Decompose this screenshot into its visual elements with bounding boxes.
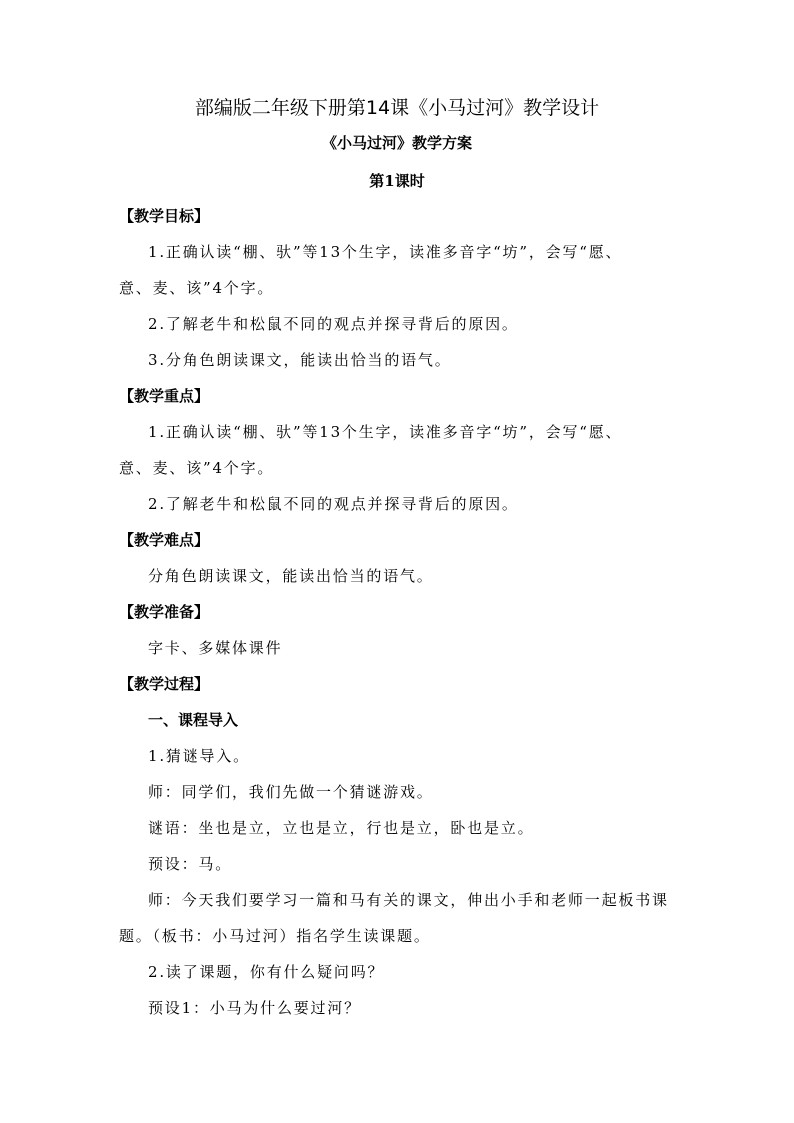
objectives-item-1-line-2: 意、麦、该”4个字。 xyxy=(119,279,275,297)
key-points-item-1-line-1: 1.正确认读“棚、驮”等13个生字，读准多音字“坊”，会写“愿、 xyxy=(148,423,623,441)
process-step-2: 2.读了课题，你有什么疑问吗？ xyxy=(148,963,385,981)
process-teacher-2-line-2: 题。（板书：小马过河）指名学生读课题。 xyxy=(119,927,431,945)
process-teacher-1: 师：同学们，我们先做一个猜谜游戏。 xyxy=(148,783,434,801)
key-points-item-1-line-2: 意、麦、该”4个字。 xyxy=(119,459,275,477)
objectives-heading: 【教学目标】 xyxy=(119,207,210,225)
process-preset-1: 预设1：小马为什么要过河？ xyxy=(148,999,361,1017)
lesson-label: 第1课时 xyxy=(369,172,425,190)
preparation-heading: 【教学准备】 xyxy=(119,603,210,621)
key-points-item-2: 2.了解老牛和松鼠不同的观点并探寻背后的原因。 xyxy=(148,495,519,513)
process-step-1: 1.猜谜导入。 xyxy=(148,747,250,765)
difficulties-item-1: 分角色朗读课文，能读出恰当的语气。 xyxy=(148,567,434,585)
document-subtitle: 《小马过河》教学方案 xyxy=(321,134,472,152)
difficulties-heading: 【教学难点】 xyxy=(119,531,210,549)
preparation-item-1: 字卡、多媒体课件 xyxy=(148,639,283,657)
key-points-heading: 【教学重点】 xyxy=(119,387,210,405)
process-heading: 【教学过程】 xyxy=(119,675,210,693)
objectives-item-1-line-1: 1.正确认读“棚、驮”等13个生字，读准多音字“坊”，会写“愿、 xyxy=(148,243,623,261)
process-teacher-2-line-1: 师：今天我们要学习一篇和马有关的课文，伸出小手和老师一起板书课 xyxy=(148,891,669,909)
process-preset: 预设：马。 xyxy=(148,855,233,873)
process-part-1: 一、课程导入 xyxy=(148,711,239,729)
process-riddle: 谜语：坐也是立，立也是立，行也是立，卧也是立。 xyxy=(148,819,535,837)
objectives-item-3: 3.分角色朗读课文，能读出恰当的语气。 xyxy=(148,351,452,369)
document-title: 部编版二年级下册第14课《小马过河》教学设计 xyxy=(194,97,600,119)
objectives-item-2: 2.了解老牛和松鼠不同的观点并探寻背后的原因。 xyxy=(148,315,519,333)
